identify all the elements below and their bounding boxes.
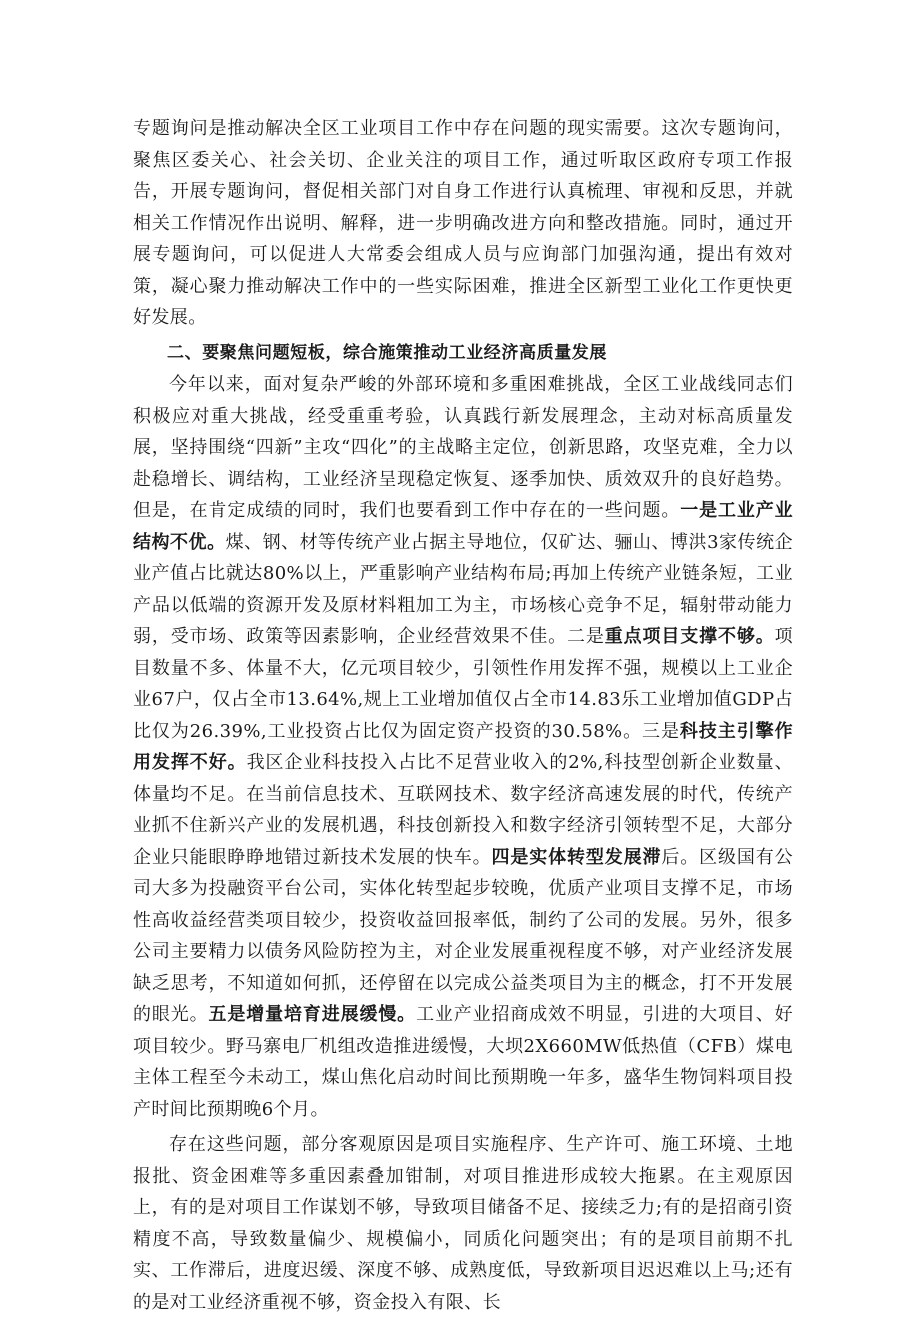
problems-text-2: 煤、钢、材等传统产业占据主导地位，仅矿达、骊山、博洪3家传统企业产值占比就达80%以上，严重影响产业结构布局;再加上传统产业链条短，工业产品以低端的资源开发及原材料粗加工为主，市场核心竞争不足，辐射带动能力弱，受市场、政策等因素影响，企业经营效果不佳。二是	[133, 531, 793, 647]
problem-5-title: 五是增量培育进展缓慢。	[208, 1004, 417, 1025]
causes-paragraph: 存在这些问题，部分客观原因是项目实施程序、生产许可、施工环境、土地报批、资金困难等多重因素叠加钳制，对项目推进形成较大拖累。在主观原因上，有的是对项目工作谋划不够，导致项目储备不足、接续乏力;有的是招商引资精度不高，导致数量偏少、规模偏小，同质化问题突出；有的是项目前期不扎实、工作滞后，进度迟缓、深度不够、成熟度低，导致新项目迟迟难以上马;还有的是对工业经济重视不够，资金投入有限、长	[133, 1134, 793, 1313]
problems-text-3: 项目数量不多、体量不大，亿元项目较少，引领性作用发挥不强，规模以上工业企业67户，仅占全市13.64%,规上工业增加值仅占全市14.83乐工业增加值GDP占比仅为26.39%,工业投资占比仅为固定资产投资的30.58%。三是	[133, 626, 794, 742]
problems-text-5: 后。区级国有公司大多为投融资平台公司，实体化转型起步较晚，优质产业项目支撑不足，市场性高收益经营类项目较少，投资收益回报率低，制约了公司的发展。另外，很多公司主要精力以债务风险防控为主，对企业发展重视程度不够，对产业经济发展缺乏思考，不知道如何抓，还停留在以完成公益类项目为主的概念，打不开发展的眼光。	[133, 846, 793, 1025]
problems-text-6: 工业产业招商成效不明显，引进的大项目、好项目较少。野马寨电厂机组改造推进缓慢，大坝2X660MW低热值（CFB）煤电主体工程至今未动工，煤山焦化启动时间比预期晚一年多，盛华生物饲料项目投产时间比预期晚6个月。	[133, 1004, 793, 1120]
problem-1-title: 一是工业产业结构不优。	[133, 500, 793, 553]
intro-paragraph: 专题询问是推动解决全区工业项目工作中存在问题的现实需要。这次专题询问，聚焦区委关心、社会关切、企业关注的项目工作，通过听取区政府专项工作报告，开展专题询问，督促相关部门对自身工作进行认真梳理、审视和反思，并就相关工作情况作出说明、解释，进一步明确改进方向和整改措施。同时，通过开展专题询问，可以促进人大常委会组成人员与应询部门加强沟通，提出有效对策，凝心聚力推动解决工作中的一些实际困难，推进全区新型工业化工作更快更好发展。	[133, 118, 793, 328]
problems-text-4: 我区企业科技投入占比不足营业收入的2%,科技型创新企业数量、体量均不足。在当前信息技术、互联网技术、数字经济高速发展的时代，传统产业抓不住新兴产业的发展机遇，科技创新投入和数字经济引领转型不足，大部分企业只能眼睁睁地错过新技术发展的快车。	[133, 752, 794, 868]
problems-text-1: 今年以来，面对复杂严峻的外部环境和多重困难挑战，全区工业战线同志们积极应对重大挑战，经受重重考验，认真践行新发展理念，主动对标高质量发展，坚持围绕“四新”主攻“四化”的主战略主定位，创新思路，攻坚克难，全力以赴稳增长、调结构，工业经济呈现稳定恢复、逐季加快、质效双升的良好趋势。但是，在肯定成绩的同时，我们也要看到工作中存在的一些问题。	[133, 374, 793, 521]
section-heading: 二、要聚焦问题短板，综合施策推动工业经济高质量发展	[167, 342, 607, 363]
document-body	[133, 113, 793, 1318]
problems-paragraph	[133, 369, 793, 1125]
problem-4-title: 四是实体转型发展滞	[491, 846, 662, 868]
problem-3-title: 科技主引擎作用发挥不好。	[133, 720, 793, 773]
problem-2-title: 重点项目支撑不够。	[604, 626, 775, 647]
